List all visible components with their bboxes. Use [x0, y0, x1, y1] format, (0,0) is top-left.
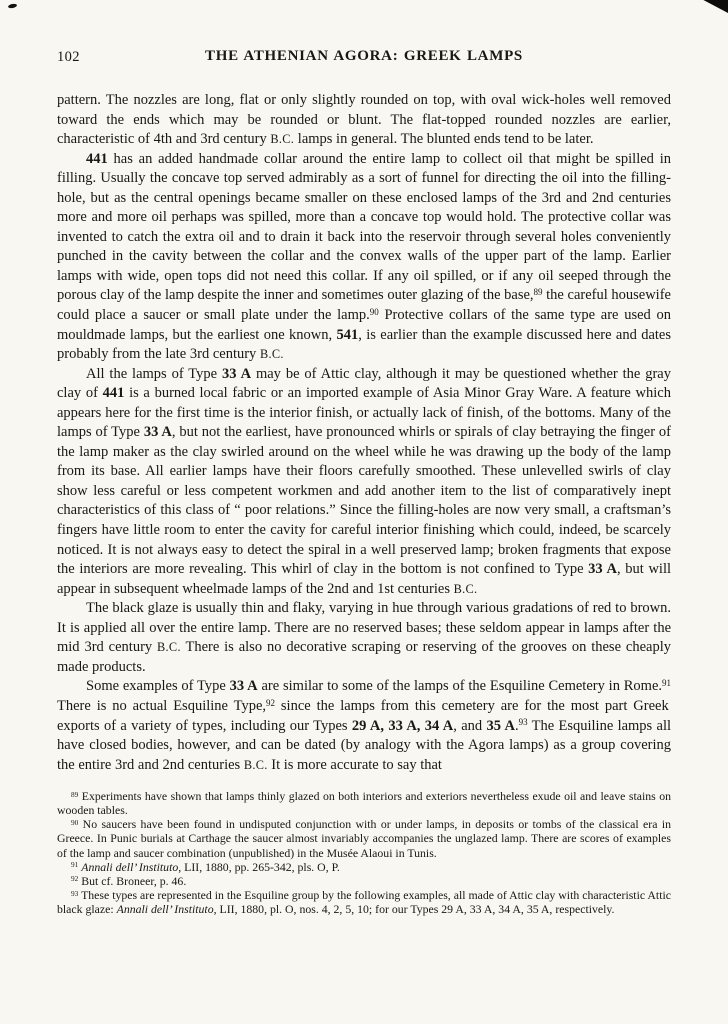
- text-run: has an added handmade collar around the entire lamp to collect oil that might be spilled in filling. Usually the concave top served admirably as a sort of funnel for directing the oil into the filling-hole, but as the central openings became smaller on these enclosed lamps of the 3rd and 2nd centuries more and more oil perhaps was spilled, more than a concave top would hold. The protective collar was invented to catch the extra oil and to drain it back into the reservoir through several holes conveniently punched in the cavity between the collar and the convex walls of the upper part of the lamp. Earlier lamps with wide, open tops did not need this collar. If any oil spilled, or if any oil seeped through the porous clay of the lamp despite the inner and sometimes outer glazing of the base,: [57, 150, 671, 304]
- text-run: There is also no decorative scraping or reserving of the grooves on these cheaply made products.: [57, 639, 671, 675]
- text-run: The black glaze is usually thin and flaky, varying in hue through various gradations of red to brown. It is applied all over the entire lamp. There are no reserved bases; these seldom appear in lamps after the mid 3rd century: [57, 600, 671, 656]
- paragraph: [57, 599, 671, 677]
- text-run: since the lamps from this cemetery are for the most part Greek exports of a variety of types, including our Types: [57, 697, 669, 734]
- text-block: [57, 48, 671, 916]
- text-run: , is earlier than the example discussed here and dates probably from the late 3rd century: [57, 326, 672, 363]
- text-run: 33 A: [229, 678, 258, 695]
- text-run: , but not the earliest, have pronounced whirls or spirals of clay betraying the finger of the lamp maker as the clay swirled around on the wheel while he was drawing up the body of the lamp from its base. All earlier lamps have their floors carefully smoothed. These unlevelled swirls of clay show less careful or less competent workmen and add another item to the list of comparatively inept characteristics of this class of “ poor relations.” Since the filling-holes are now very small, a craftsman’s fingers have little room to enter the cavity for careful interior finishing which could, indeed, be scarcely noticed. It is not always easy to detect the spiral in a well preserved lamp; broken fragments that expose the interiors are more revealing. This whirl of clay in the bottom is not confined to Type: [57, 424, 672, 578]
- text-run: B.C.: [453, 581, 478, 596]
- text-run: No saucers have been found in undisputed conjunction with or under lamps, in deposits or tombs of the classical era in Greece. In Punic burials at Carthage the saucer almost invariably accompanies the unglazed lamp. There are scores of examples of the lamp and saucer combination (unpublished) in the Musée Alaoui in Tunis.: [57, 817, 671, 860]
- footnote: [57, 888, 671, 916]
- text-run: Some examples of Type: [86, 678, 230, 695]
- text-run: All the lamps of Type: [86, 365, 222, 382]
- running-head-title: THE ATHENIAN AGORA: GREEK LAMPS: [205, 48, 523, 64]
- footnote-reference: 93: [518, 717, 528, 728]
- text-run: Annali dell’ Instituto: [116, 901, 214, 916]
- text-run: B.C.: [157, 640, 181, 655]
- text-run: .: [514, 717, 519, 734]
- text-run: The Esquiline lamps all have closed bodies, however, and can be dated (by analogy with the Agora lamps) as a group covering the entire 3rd and 2nd centuries: [57, 717, 672, 773]
- text-run: But cf. Broneer, p. 46.: [81, 873, 187, 888]
- footnote: [57, 789, 671, 817]
- text-run: pattern. The nozzles are long, flat or only slightly rounded on top, with oval wick-holes well removed toward the ends which may be rounded or blunt. The flat-topped rounded nozzles are earlier, characteristic of 4th and 3rd century: [57, 92, 671, 148]
- text-run: 35 A: [486, 717, 515, 734]
- body-text: [57, 91, 671, 775]
- text-run: lamps in general. The blunted ends tend to be later.: [294, 131, 594, 148]
- text-run: B.C.: [259, 347, 284, 362]
- text-run: These types are represented in the Esquiline group by the following examples, all made of Attic clay with characteristic Attic black glaze:: [57, 887, 671, 916]
- text-run: It is more accurate to say that: [267, 756, 442, 773]
- paragraph: [57, 365, 671, 600]
- running-head: [57, 48, 671, 68]
- text-run: , LII, 1880, pp. 265-342, pls. O, P.: [178, 859, 340, 874]
- paragraph: [57, 91, 671, 150]
- footnote: [57, 874, 671, 888]
- scan-artifact-top-left: [8, 3, 18, 9]
- text-run: Annali dell’ Instituto: [81, 859, 179, 874]
- text-run: B.C.: [243, 757, 268, 772]
- footnote: [57, 860, 671, 874]
- text-run: 33 A: [221, 365, 252, 382]
- footnote-reference: 89: [533, 287, 543, 298]
- footnote-marker: 92: [71, 874, 79, 884]
- text-run: B.C.: [270, 132, 295, 147]
- footnote: [57, 817, 671, 859]
- footnote-reference: 91: [662, 678, 672, 689]
- page-number: 102: [57, 49, 80, 65]
- text-run: , LII, 1880, pl. O, nos. 4, 2, 5, 10; for our Types 29 A, 33 A, 34 A, 35 A, respectively.: [213, 901, 615, 916]
- text-run: Experiments have shown that lamps thinly glazed on both interiors and exteriors nevertheless exude oil and leave stains on wooden tables.: [57, 789, 671, 818]
- text-run: are similar to some of the lamps of the Esquiline Cemetery in Rome.: [257, 678, 663, 695]
- text-run: 33 A: [588, 561, 617, 578]
- text-run: Protective collars of the same type are used on mouldmade lamps, but the earliest one known,: [57, 307, 671, 343]
- footnote-marker: 93: [71, 888, 79, 898]
- text-run: , but will appear in subsequent wheelmade lamps of the 2nd and 1st centuries: [57, 561, 671, 597]
- text-run: 33 A: [143, 424, 172, 441]
- footnote-reference: 90: [369, 306, 379, 317]
- paragraph: [57, 150, 671, 365]
- text-run: is a burned local fabric or an imported example of Asia Minor Gray Ware. A feature which appears here for the first time is the interior finish, or actually lack of finish, of the bottoms. Many of the lamps of Type: [57, 385, 671, 441]
- footnote-marker: 89: [71, 789, 79, 799]
- text-run: 441: [86, 150, 108, 167]
- text-run: 29 A, 33 A, 34 A: [351, 717, 454, 734]
- text-run: 541: [336, 326, 359, 343]
- footnote-marker: 91: [71, 860, 79, 870]
- scan-artifact-top-right: [698, 0, 728, 13]
- text-run: There is no actual Esquiline Type,: [57, 697, 267, 714]
- text-run: the careful housewife could place a saucer or small plate under the lamp.: [57, 287, 671, 324]
- footnote-marker: 90: [71, 818, 79, 828]
- footnote-reference: 92: [266, 697, 275, 708]
- text-run: may be of Attic clay, although it may be questioned whether the gray clay of: [57, 365, 671, 402]
- text-run: , and: [453, 717, 487, 734]
- text-run: 441: [102, 385, 125, 402]
- footnotes: [57, 789, 671, 916]
- paragraph: [57, 677, 671, 775]
